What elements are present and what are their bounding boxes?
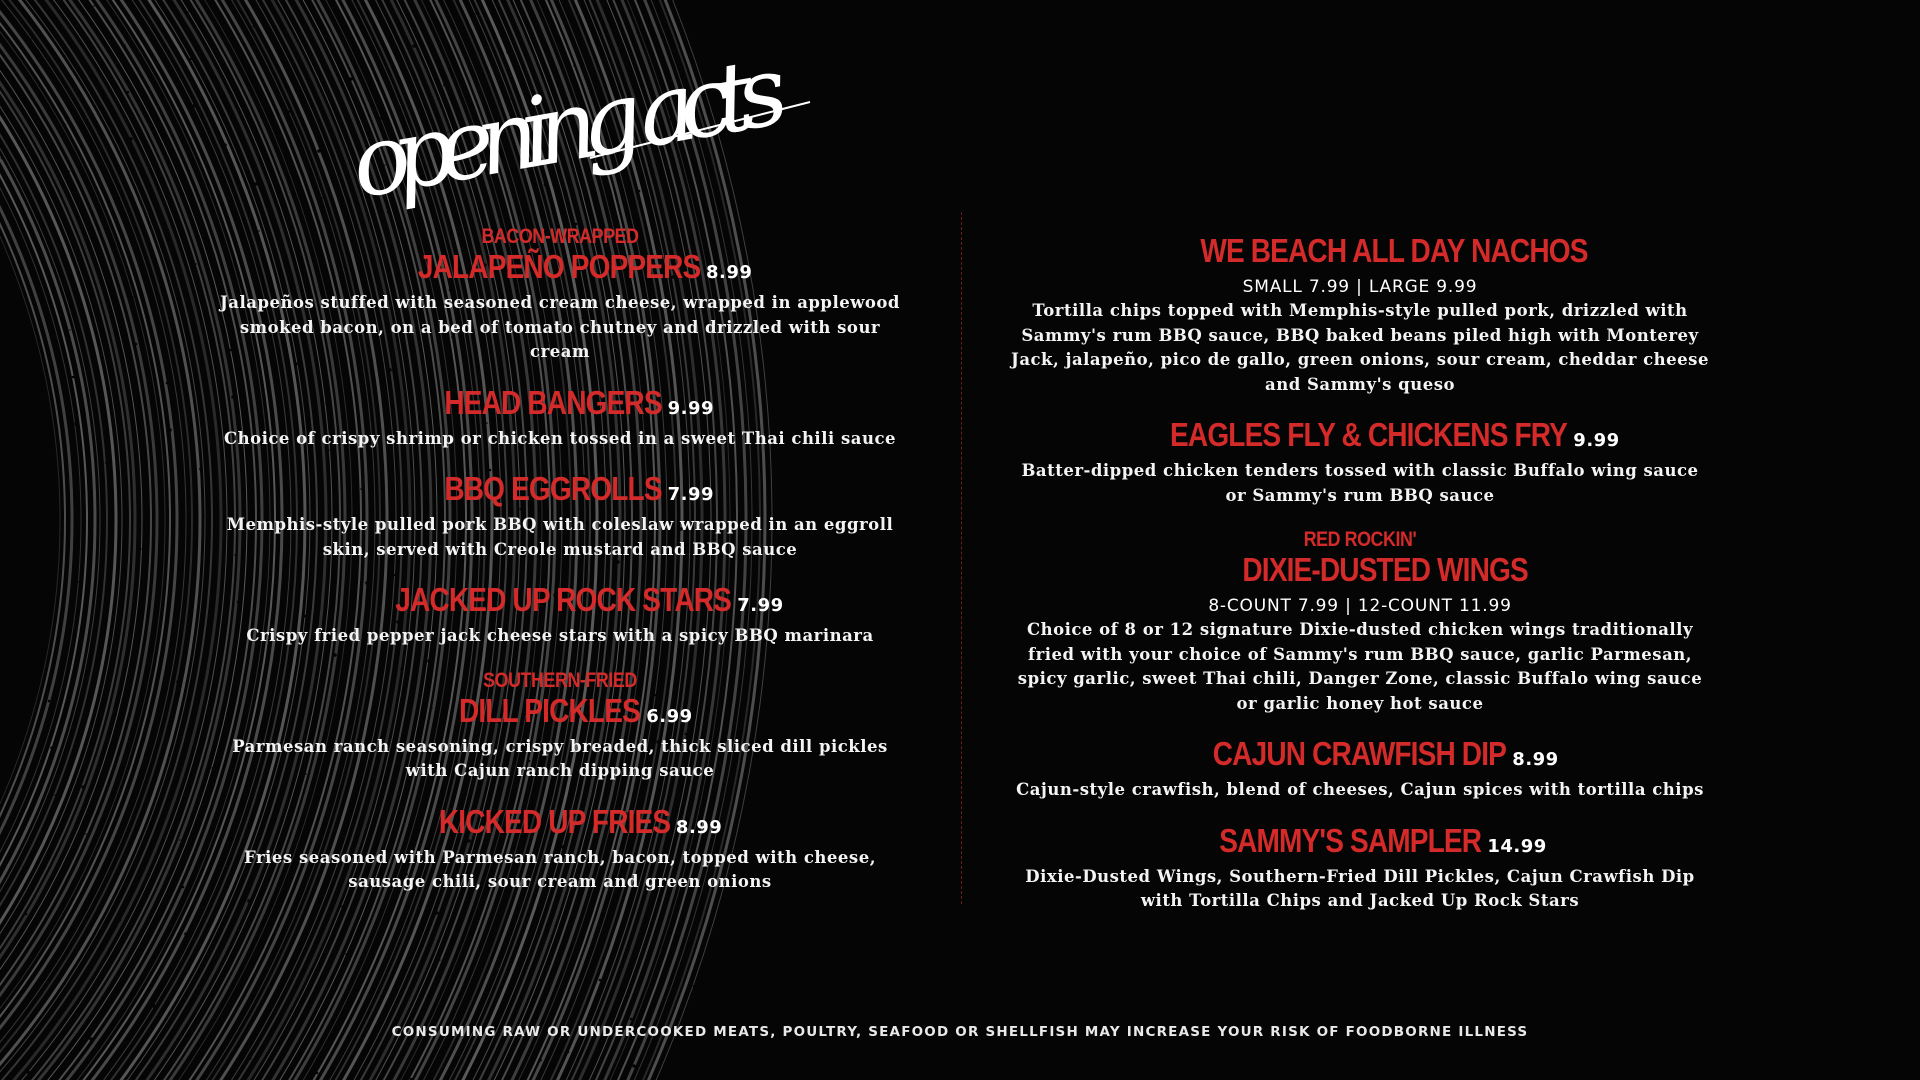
vinyl-speckle [321, 197, 323, 199]
vinyl-speckle [11, 455, 15, 459]
vinyl-speckle [129, 137, 133, 141]
vinyl-speckle [278, 938, 282, 942]
vinyl-speckle [17, 661, 20, 664]
vinyl-speckle [1, 157, 4, 160]
menu-item-description: Batter-dipped chicken tenders tossed with classic Buffalo wing sauce or Sammy's rum BBQ sauce [1021, 461, 1699, 505]
menu-item-name: CAJUN CRAWFISH DIP [1213, 735, 1507, 772]
menu-item-price: 8.99 [675, 816, 723, 838]
menu-item [210, 385, 910, 452]
menu-item-price: 8.99 [1512, 749, 1559, 770]
menu-item-description: Cajun-style crawfish, blend of cheeses, Cajun spices with tortilla chips [1016, 780, 1704, 799]
vinyl-speckle [253, 25, 256, 28]
vinyl-speckle [227, 191, 229, 193]
column-divider [961, 212, 962, 904]
menu-item-name: HEAD BANGERS [444, 383, 662, 421]
vinyl-speckle [166, 382, 169, 385]
menu-item-description: Jalapeños stuffed with seasoned cream cheese, wrapped in applewood smoked bacon, on a bed of tomato chutney and drizzled with sour cream [220, 293, 900, 361]
vinyl-speckle [33, 85, 36, 88]
menu-item-heading [210, 471, 910, 513]
vinyl-speckle [286, 110, 290, 114]
menu-item-heading [1010, 823, 1710, 865]
right-menu-column [1010, 233, 1710, 934]
vinyl-speckle [502, 926, 504, 928]
menu-item-description: Fries seasoned with Parmesan ranch, bacon, topped with cheese, sausage chili, sour cream and green onions [244, 847, 876, 891]
menu-item-name: JALAPEÑO POPPERS [417, 248, 700, 285]
menu-title [340, 33, 820, 221]
menu-item-name: EAGLES FLY & CHICKENS FRY [1170, 416, 1568, 453]
vinyl-speckle [164, 224, 166, 226]
vinyl-speckle [14, 614, 16, 616]
menu-item-description: Parmesan ranch seasoning, crispy breaded, thick sliced dill pickles with Cajun ranch dipping sauce [232, 736, 888, 780]
vinyl-speckle [66, 170, 70, 174]
footer-disclaimer: CONSUMING RAW OR UNDERCOOKED MEATS, POULTRY, SEAFOOD OR SHELLFISH MAY INCREASE YOUR RISK OF FOODBORNE ILLNESS [391, 1024, 1529, 1040]
vinyl-speckle [56, 952, 59, 955]
menu-item-heading [210, 804, 910, 846]
vinyl-speckle [569, 17, 573, 21]
vinyl-groove [0, 0, 151, 1080]
menu-item-name: SAMMY'S SAMPLER [1219, 821, 1482, 859]
menu-item [1010, 233, 1710, 397]
vinyl-groove [0, 0, 72, 1080]
vinyl-speckle [48, 700, 51, 703]
vinyl-speckle [284, 64, 287, 67]
menu-item-price: 6.99 [646, 705, 693, 727]
menu-item-name: KICKED UP FRIES [438, 802, 670, 840]
vinyl-speckle [96, 52, 99, 55]
vinyl-speckle [109, 509, 111, 511]
vinyl-groove [0, 0, 81, 1080]
vinyl-speckle [376, 992, 378, 994]
vinyl-speckle [567, 1051, 570, 1054]
vinyl-speckle [282, 986, 284, 988]
vinyl-speckle [88, 880, 91, 883]
menu-item [210, 582, 910, 649]
menu-item [1010, 736, 1710, 803]
vinyl-speckle [124, 44, 126, 46]
vinyl-speckle [113, 713, 117, 717]
vinyl-speckle [442, 1006, 445, 1009]
vinyl-speckle [223, 143, 227, 147]
vinyl-speckle [693, 985, 696, 988]
vinyl-speckle [69, 329, 71, 331]
vinyl-speckle [158, 130, 161, 133]
menu-item-heading [1010, 736, 1710, 778]
vinyl-speckle [636, 32, 638, 34]
menu-item-price: 14.99 [1487, 835, 1547, 857]
vinyl-speckle [596, 932, 598, 934]
vinyl-speckle [254, 182, 258, 186]
vinyl-speckle [536, 1012, 539, 1015]
vinyl-speckle [81, 785, 85, 789]
vinyl-speckle [533, 965, 535, 967]
vinyl-speckle [140, 548, 142, 550]
vinyl-speckle [119, 919, 122, 922]
vinyl-speckle [470, 998, 472, 1000]
menu-item [210, 669, 910, 784]
vinyl-speckle [347, 31, 350, 34]
vinyl-speckle [195, 263, 197, 265]
menu-item-price: 7.99 [667, 484, 715, 505]
left-menu-column [210, 225, 910, 915]
vinyl-speckle [317, 149, 321, 153]
vinyl-speckle [111, 667, 114, 670]
vinyl-speckle [77, 581, 79, 583]
menu-item-heading [1010, 417, 1710, 459]
vinyl-groove [0, 0, 205, 1080]
vinyl-speckle [3, 203, 7, 207]
vinyl-speckle [663, 23, 667, 27]
vinyl-speckle [152, 1004, 156, 1008]
vinyl-speckle [439, 959, 441, 961]
vinyl-speckle [345, 953, 347, 955]
vinyl-speckle [80, 628, 83, 631]
menu-title-script [340, 33, 820, 221]
menu-item-description: Crispy fried pepper jack cheese stars with a spicy BBQ marinara [246, 626, 874, 645]
vinyl-speckle [219, 1019, 221, 1021]
vinyl-speckle [72, 376, 75, 379]
vinyl-speckle [179, 839, 181, 841]
menu-item-name: DIXIE-DUSTED WINGS [1242, 551, 1528, 588]
vinyl-speckle [22, 866, 24, 868]
menu-item-heading [210, 249, 910, 291]
vinyl-speckle [630, 1018, 633, 1021]
vinyl-speckle [206, 562, 209, 565]
vinyl-speckle [6, 362, 8, 364]
menu-item-price: 9.99 [1573, 430, 1620, 451]
menu-item-prefix: BACON-WRAPPED [481, 225, 639, 248]
menu-item-heading [210, 693, 910, 735]
vinyl-speckle [176, 680, 180, 684]
vinyl-speckle [473, 1045, 476, 1048]
menu-item-size-prices: 8-COUNT 7.99 | 12-COUNT 11.99 [1208, 596, 1512, 616]
vinyl-speckle [632, 1064, 636, 1068]
menu-item-description: Choice of 8 or 12 signature Dixie-dusted chicken wings traditionally fried with your choice of Sammy's rum BBQ sauce, garlic Parmesan, spicy garlic, sweet Thai chili, Danger Zone, classic Buffalo wing sauce or garlic honey hot sauce [1017, 620, 1703, 713]
menu-item-name: JACKED UP ROCK STARS [395, 581, 732, 618]
menu-item [1010, 417, 1710, 508]
menu-item-description: Tortilla chips topped with Memphis-style pulled pork, drizzled with Sammy's rum BBQ sauce, BBQ baked beans piled high with Monterey Jack, jalapeño, pico de gallo, green onions, sour cream, cheddar cheese and Sammy's queso [1011, 301, 1709, 394]
vinyl-speckle [174, 634, 177, 637]
menu-item-heading [210, 385, 910, 427]
vinyl-speckle [172, 476, 174, 478]
vinyl-speckle [9, 409, 12, 412]
vinyl-speckle [475, 11, 479, 15]
menu-item-name: BBQ EGGROLLS [444, 470, 662, 507]
vinyl-speckle [58, 998, 62, 1002]
vinyl-speckle [221, 97, 224, 100]
menu-item-price: 7.99 [737, 595, 784, 616]
vinyl-speckle [40, 448, 43, 451]
vinyl-speckle [74, 422, 78, 426]
vinyl-speckle [127, 91, 130, 94]
menu-item-heading [1010, 233, 1710, 275]
vinyl-speckle [250, 1058, 252, 1060]
vinyl-speckle [135, 343, 138, 346]
vinyl-speckle [50, 746, 54, 750]
vinyl-speckle [38, 290, 40, 292]
vinyl-speckle [192, 104, 196, 108]
menu-item-description: Dixie-Dusted Wings, Southern-Fried Dill Pickles, Cajun Crawfish Dip with Tortilla Chips and Jacked Up Rock Stars [1025, 866, 1695, 910]
menu-item-name: WE BEACH ALL DAY NACHOS [1200, 232, 1588, 269]
vinyl-speckle [215, 971, 219, 975]
menu-item [210, 471, 910, 562]
vinyl-speckle [105, 461, 109, 465]
vinyl-speckle [148, 800, 150, 802]
vinyl-speckle [160, 176, 164, 180]
menu-item-heading [210, 582, 910, 624]
menu-item-name: DILL PICKLES [459, 691, 641, 729]
vinyl-speckle [34, 242, 38, 246]
vinyl-speckle [144, 752, 148, 756]
vinyl-speckle [290, 158, 292, 160]
vinyl-speckle [93, 5, 95, 7]
vinyl-speckle [136, 500, 140, 504]
menu-title-text: opening acts [342, 33, 796, 221]
menu-item [210, 225, 910, 365]
menu-item-prefix: RED ROCKIN' [1303, 528, 1417, 551]
menu-item-price: 9.99 [667, 397, 715, 419]
menu-item-description: Memphis-style pulled pork BBQ with coleslaw wrapped in an eggroll skin, served with Creole mustard and BBQ sauce [226, 515, 894, 559]
vinyl-speckle [372, 944, 376, 948]
vinyl-speckle [187, 11, 189, 13]
vinyl-speckle [0, 0, 1, 1]
menu-item-description: Choice of crispy shrimp or chicken tossed in a sweet Thai chili sauce [223, 428, 897, 448]
vinyl-speckle [46, 542, 48, 544]
vinyl-speckle [199, 467, 203, 471]
vinyl-speckle [103, 415, 106, 418]
menu-item [210, 804, 910, 895]
vinyl-speckle [101, 257, 103, 259]
menu-item-price: 8.99 [706, 262, 753, 283]
vinyl-speckle [25, 913, 28, 916]
menu-item-heading [1010, 552, 1710, 594]
vinyl-speckle [538, 1058, 542, 1062]
vinyl-speckle [42, 494, 46, 498]
vinyl-speckle [85, 833, 87, 835]
menu-item-size-prices: SMALL 7.99 | LARGE 9.99 [1242, 277, 1478, 297]
menu-item [1010, 528, 1710, 716]
vinyl-speckle [132, 296, 134, 298]
vinyl-speckle [190, 58, 193, 61]
vinyl-speckle [97, 209, 101, 213]
vinyl-speckle [599, 979, 602, 982]
vinyl-speckle [61, 77, 63, 79]
vinyl-speckle [143, 595, 146, 598]
vinyl-speckle [182, 886, 185, 889]
menu-item-prefix: SOUTHERN-FRIED [483, 668, 637, 692]
vinyl-speckle [316, 1072, 319, 1075]
vinyl-speckle [481, 217, 484, 220]
vinyl-speckle [121, 965, 125, 969]
vinyl-speckle [156, 1052, 158, 1054]
vinyl-speckle [184, 932, 188, 936]
vinyl-speckle [151, 847, 154, 850]
menu-item [1010, 823, 1710, 914]
vinyl-speckle [26, 1070, 30, 1074]
vinyl-speckle [662, 946, 665, 949]
vinyl-speckle [168, 428, 172, 432]
vinyl-speckle [198, 310, 201, 313]
vinyl-speckle [64, 124, 67, 127]
vinyl-speckle [30, 38, 32, 40]
vinyl-speckle [54, 794, 56, 796]
vinyl-speckle [203, 515, 205, 517]
